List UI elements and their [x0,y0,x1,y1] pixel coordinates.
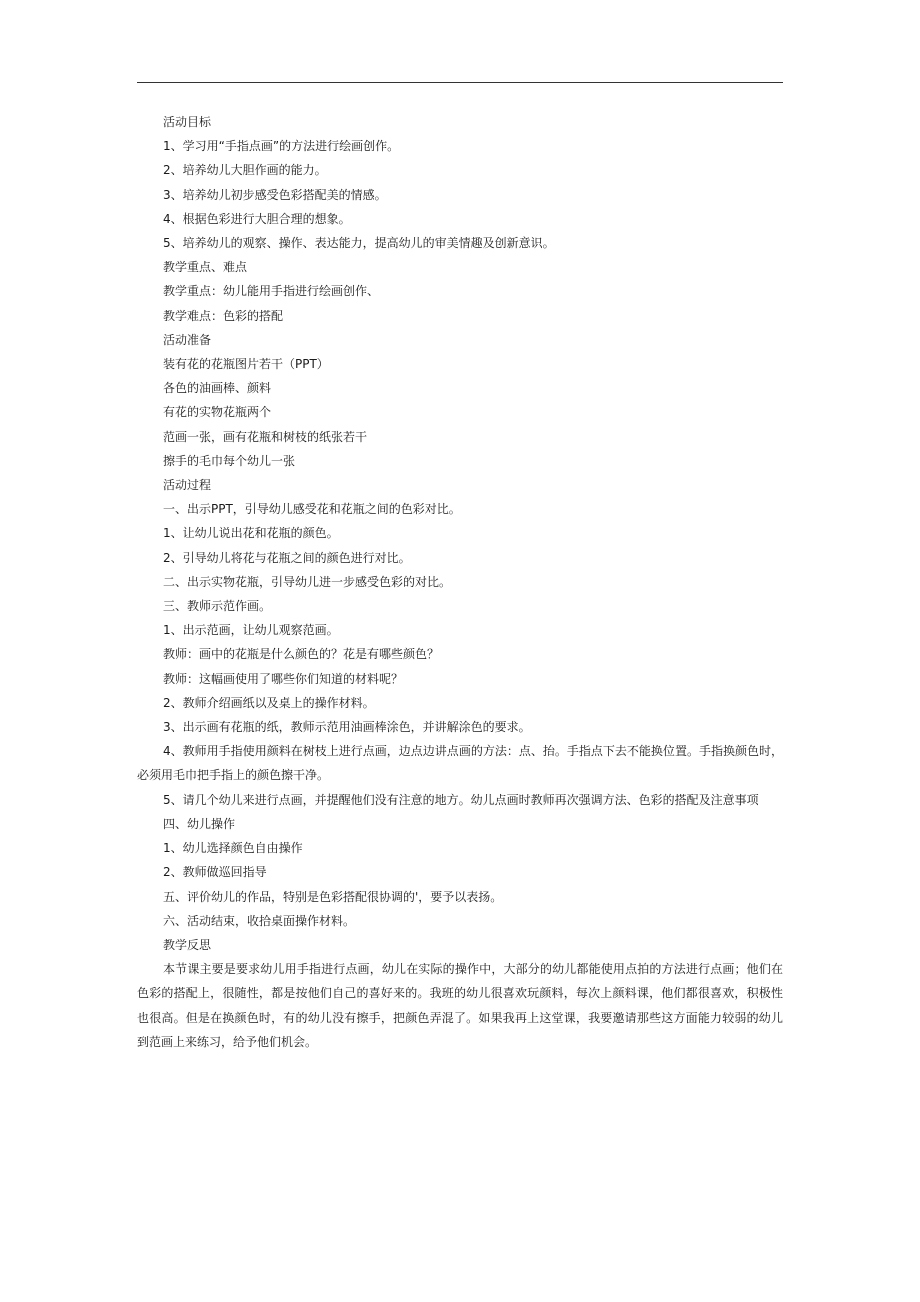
prep-item: 有花的实物花瓶两个 [163,405,272,420]
section-heading-key-points: 教学重点、难点 [163,260,248,275]
prep-item: 擦手的毛巾每个幼儿一张 [163,453,296,468]
process-substep: 2、教师做巡回指导 [163,865,267,880]
teacher-question: 教师：画中的花瓶是什么颜色的？花是有哪些颜色？ [163,647,440,662]
prep-item: 各色的油画棒、颜料 [163,381,272,396]
goal-item-2: 2、培养幼儿大胆作画的能力。 [163,163,327,178]
goal-item-1: 1、学习用“手指点画”的方法进行绘画创作。 [163,139,400,154]
process-step-6: 六、活动结束，收拾桌面操作材料。 [163,913,356,928]
header-rule [137,82,783,83]
reflection-paragraph: 本节课主要是要求幼儿用手指进行点画，幼儿在实际的操作中，大部分的幼儿都能使用点拍的方法进行点画；他们在色彩的搭配上，很随性，都是按他们自己的喜好来的。我班的幼儿很喜欢玩颜料，每次上颜料课，他们都很喜欢，积极性也很高。但是在换颜色时，有的幼儿没有擦手，把颜色弄混了。如果我再上这堂课，我要邀请那些这方面能力较弱的幼儿到范画上来练习，给予他们机会。 [137,962,783,1049]
process-step-4: 四、幼儿操作 [163,816,236,831]
process-substep: 2、教师介绍画纸以及桌上的操作材料。 [163,695,375,710]
goal-item-5: 5、培养幼儿的观察、操作、表达能力，提高幼儿的审美情趣及创新意识。 [163,236,555,251]
prep-item: 范画一张，画有花瓶和树枝的纸张若干 [163,429,368,444]
process-substep-paragraph: 4、教师用手指使用颜料在树枝上进行点画，边点边讲点画的方法：点、抬。手指点下去不能换位置。手指换颜色时，必须用毛巾把手指上的颜色擦干净。 [137,744,783,783]
document-body [137,110,783,1054]
process-step-1: 一、出示PPT，引导幼儿感受花和花瓶之间的色彩对比。 [163,502,461,517]
section-heading-goals: 活动目标 [163,115,212,129]
process-step-5: 五、评价幼儿的作品，特别是色彩搭配很协调的'，要予以表扬。 [163,889,503,904]
process-step-3: 三、教师示范作画。 [163,599,272,614]
process-step-2: 二、出示实物花瓶，引导幼儿进一步感受色彩的对比。 [163,574,452,589]
prep-item: 装有花的花瓶图片若干（PPT） [163,357,329,372]
section-heading-process: 活动过程 [163,478,212,493]
difficult-point: 教学难点：色彩的搭配 [163,308,284,323]
process-substep: 2、引导幼儿将花与花瓶之间的颜色进行对比。 [163,550,411,565]
teacher-question: 教师：这幅画使用了哪些你们知道的材料呢？ [163,671,404,686]
section-heading-preparation: 活动准备 [163,332,212,347]
process-substep: 1、幼儿选择颜色自由操作 [163,841,303,856]
goal-item-3: 3、培养幼儿初步感受色彩搭配美的情感。 [163,187,387,202]
process-substep: 1、让幼儿说出花和花瓶的颜色。 [163,526,339,541]
section-heading-reflection: 教学反思 [163,937,212,952]
process-substep: 5、请几个幼儿来进行点画，并提醒他们没有注意的地方。幼儿点画时教师再次强调方法、色彩的搭配及注意事项 [163,792,759,807]
key-point: 教学重点：幼儿能用手指进行绘画创作、 [163,284,380,299]
goal-item-4: 4、根据色彩进行大胆合理的想象。 [163,211,351,226]
process-substep: 3、出示画有花瓶的纸，教师示范用油画棒涂色，并讲解涂色的要求。 [163,720,531,735]
process-substep: 1、出示范画，让幼儿观察范画。 [163,623,339,638]
